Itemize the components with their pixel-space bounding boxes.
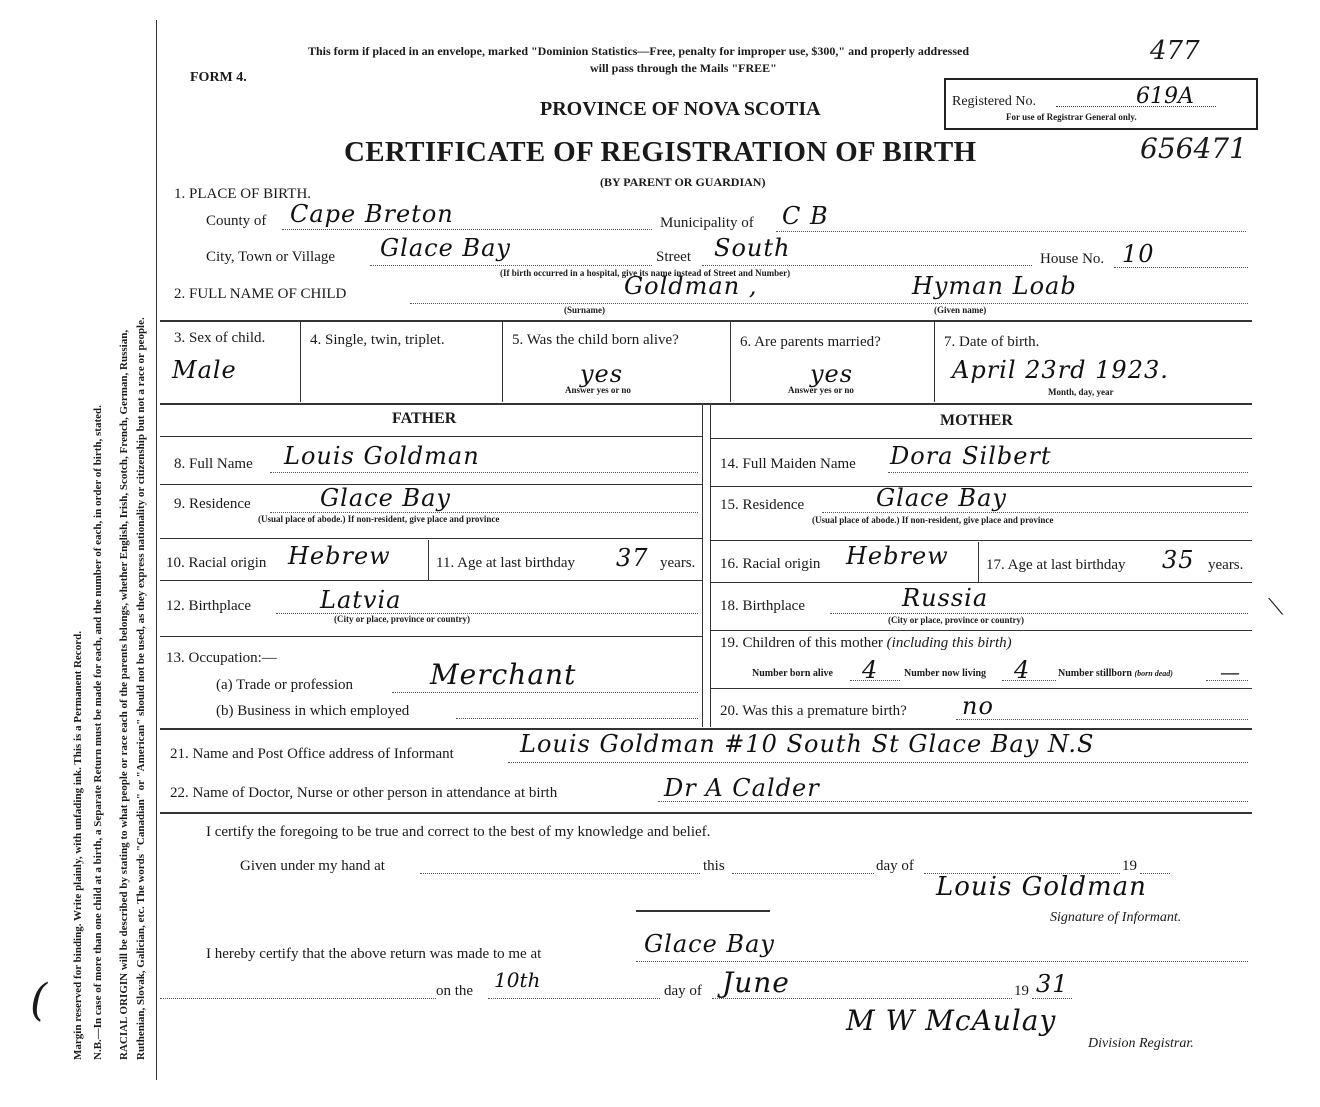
rule-father-10 [160, 580, 702, 581]
father-name-value: Louis Goldman [284, 442, 480, 470]
certificate-subtitle: (BY PARENT OR GUARDIAN) [600, 175, 766, 189]
doctor-label: 22. Name of Doctor, Nurse or other person in attendance at birth [170, 785, 558, 801]
born-alive-count-value: 4 [862, 656, 879, 684]
parents-married-note: Answer yes or no [788, 385, 854, 395]
mail-notice-line1: This form if placed in an envelope, marked "Dominion Statistics—Free, penalty for improper use, $300," and properly addressed [308, 44, 970, 58]
binding-margin-line [156, 20, 157, 1080]
parents-married-label: 6. Are parents married? [740, 334, 881, 350]
city-value: Glace Bay [380, 234, 511, 262]
informant-signature: Louis Goldman [936, 872, 1147, 902]
registrar-note: For use of Registrar General only. [1006, 112, 1137, 122]
father-residence-line [270, 512, 698, 513]
rule-mother-19 [710, 688, 1252, 689]
mother-birthplace-line [830, 613, 1248, 614]
mother-name-value: Dora Silbert [890, 442, 1052, 470]
margin-tick-mark: ⟍ [1268, 594, 1284, 619]
this-label: this [703, 858, 725, 874]
rule-father-12 [160, 636, 702, 637]
rule-father-9 [160, 538, 702, 539]
city-line [370, 265, 652, 266]
children-label-text: 19. Children of this mother [720, 635, 883, 651]
stillborn-label-text: Number stillborn [1058, 668, 1132, 679]
father-name-label: 8. Full Name [174, 456, 253, 472]
divider-5-6 [730, 322, 731, 402]
stillborn-label [1058, 668, 1173, 679]
children-label [720, 635, 1012, 652]
rule-mother-head [710, 438, 1252, 439]
province-heading: PROVINCE OF NOVA SCOTIA [540, 98, 821, 120]
margin-note-racial-origin: RACIAL ORIGIN will be described by stating to what people or race each of the parents belongs, whether English, Irish, Scotch, French, German, Russian, [118, 329, 130, 1060]
premature-value: no [962, 692, 994, 720]
born-alive-value: yes [580, 360, 624, 388]
mother-birthplace-value: Russia [902, 584, 989, 612]
municipality-line [776, 231, 1246, 232]
rule-father-head [160, 436, 702, 437]
mother-racial-label: 16. Racial origin [720, 556, 821, 572]
business-label: (b) Business in which employed [216, 703, 410, 719]
given-name-caption: (Given name) [934, 305, 987, 315]
father-abode-note: (Usual place of abode.) If non-resident, give place and province [258, 514, 500, 524]
rule-mother-18 [710, 630, 1252, 631]
mother-birthplace-label: 18. Birthplace [720, 598, 805, 614]
rule-mother-15 [710, 540, 1252, 541]
mother-age-label: 17. Age at last birthday [986, 557, 1126, 573]
father-residence-label: 9. Residence [174, 496, 251, 512]
informant-line [508, 762, 1248, 763]
stillborn-note: (born dead) [1134, 669, 1173, 678]
premature-line [956, 719, 1248, 720]
divider-10-11 [428, 540, 429, 580]
county-line [282, 229, 652, 230]
father-name-line [270, 472, 698, 473]
municipality-value: C B [782, 202, 829, 230]
mother-abode-note: (Usual place of abode.) If non-resident, give place and province [812, 515, 1054, 525]
trade-value: Merchant [430, 658, 577, 691]
parents-married-value: yes [810, 360, 854, 388]
rule-certify-top [160, 812, 1252, 814]
rule-mother-16 [710, 582, 1252, 583]
divider-16-17 [978, 542, 979, 582]
place-of-birth-label: 1. PLACE OF BIRTH. [174, 186, 312, 202]
father-age-label: 11. Age at last birthday [436, 555, 575, 571]
born-alive-count-label: Number born alive [752, 668, 833, 679]
born-alive-note: Answer yes or no [565, 385, 631, 395]
short-rule [636, 910, 770, 912]
premature-label: 20. Was this a premature birth? [720, 703, 907, 719]
signature-of-informant-label: Signature of Informant. [1050, 910, 1182, 925]
registrar-signature: M W McAulay [846, 1004, 1057, 1037]
city-label: City, Town or Village [206, 249, 336, 265]
date-of-birth-label: 7. Date of birth. [944, 334, 1040, 350]
father-birthplace-value: Latvia [320, 586, 402, 614]
mother-residence-label: 15. Residence [720, 497, 805, 513]
surname-caption: (Surname) [564, 305, 605, 315]
form-number: FORM 4. [190, 70, 247, 85]
year-prefix-2: 19 [1014, 983, 1029, 999]
father-heading: FATHER [392, 410, 457, 427]
corner-number: 477 [1150, 36, 1200, 66]
informant-value: Louis Goldman #10 South St Glace Bay N.S [520, 730, 1095, 758]
stamp-number: 656471 [1140, 132, 1247, 165]
street-line [702, 265, 1032, 266]
certify-statement: I certify the foregoing to be true and correct to the best of my knowledge and belief. [206, 824, 711, 840]
registrar-place-value: Glace Bay [644, 930, 775, 958]
hospital-note: (If birth occurred in a hospital, give its name instead of Street and Number) [500, 268, 791, 278]
business-line [456, 718, 698, 719]
single-twin-label: 4. Single, twin, triplet. [310, 332, 445, 348]
month-value: June [722, 966, 790, 999]
rule-child-top [160, 320, 1252, 322]
sex-value: Male [172, 356, 237, 384]
given-place-line [420, 873, 700, 874]
child-name-label: 2. FULL NAME OF CHILD [174, 286, 347, 302]
father-birthplace-note: (City or place, province or country) [334, 614, 470, 624]
sex-label: 3. Sex of child. [174, 330, 266, 346]
mother-age-value: 35 [1162, 546, 1195, 574]
registered-number-box [944, 78, 1258, 130]
father-racial-label: 10. Racial origin [166, 555, 267, 571]
born-alive-label: 5. Was the child born alive? [512, 332, 679, 348]
mother-residence-line [822, 512, 1248, 513]
father-mother-divider-2 [710, 405, 711, 727]
house-number-label: House No. [1040, 251, 1105, 267]
mother-name-line [888, 472, 1248, 473]
father-mother-divider [702, 405, 703, 727]
mail-notice-line2: will pass through the Mails "FREE" [590, 61, 777, 75]
year-line-2 [1032, 998, 1072, 999]
certificate-title: CERTIFICATE OF REGISTRATION OF BIRTH [344, 136, 977, 168]
now-living-value: 4 [1014, 656, 1031, 684]
this-day-line [732, 873, 874, 874]
registrar-place-line [636, 961, 1248, 962]
street-label: Street [656, 249, 691, 265]
street-value: South [714, 234, 791, 262]
informant-label: 21. Name and Post Office address of Informant [170, 746, 454, 762]
rule-parents-top [160, 403, 1252, 405]
margin-note-racial-origin-cont: Ruthenian, Slovak, Galician, etc. The words "Canadian" or "American" should not be used, as they express nationality or citizenship but not a race or people. [135, 317, 147, 1060]
mother-name-label: 14. Full Maiden Name [720, 456, 856, 472]
registered-value: 619A [1136, 84, 1194, 109]
father-birthplace-label: 12. Birthplace [166, 598, 251, 614]
divider-6-7 [934, 322, 935, 402]
day-of-label: day of [876, 858, 914, 874]
margin-note-multiple-births: N.B.—In case of more than one child at a birth, a Separate Return must be made for each, and the number of each, in order of birth, stated. [92, 405, 104, 1060]
county-value: Cape Breton [290, 200, 454, 228]
given-under-label: Given under my hand at [240, 858, 385, 874]
county-label: County of [206, 213, 267, 229]
mother-residence-value: Glace Bay [876, 484, 1007, 512]
trade-label: (a) Trade or profession [216, 677, 354, 693]
registrar-statement: I hereby certify that the above return was made to me at [206, 946, 542, 962]
mother-heading: MOTHER [940, 412, 1013, 429]
child-surname: Goldman , [624, 272, 758, 300]
mother-years: years. [1208, 557, 1244, 573]
registrar-left-line [160, 998, 436, 999]
year-value: 31 [1036, 970, 1069, 998]
registered-label: Registered No. [952, 94, 1036, 109]
divider-4-5 [502, 322, 503, 402]
on-the-line [488, 998, 660, 999]
day-of-label-2: day of [664, 983, 702, 999]
year-prefix: 19 [1122, 858, 1137, 874]
occupation-label: 13. Occupation:— [166, 650, 277, 666]
house-number-value: 10 [1122, 240, 1155, 268]
mother-birthplace-note: (City or place, province or country) [888, 615, 1024, 625]
father-age-value: 37 [616, 544, 649, 572]
child-name-line [410, 303, 1248, 304]
date-of-birth-value: April 23rd 1923. [952, 356, 1169, 384]
on-the-label: on the [436, 983, 474, 999]
mother-racial-value: Hebrew [846, 542, 949, 570]
father-racial-value: Hebrew [288, 542, 391, 570]
trade-line [392, 692, 698, 693]
doctor-value: Dr A Calder [664, 774, 820, 802]
division-registrar-label: Division Registrar. [1088, 1036, 1194, 1051]
check-mark: ( [30, 975, 48, 1026]
on-the-value: 10th [494, 968, 541, 992]
stillborn-value: — [1220, 660, 1240, 684]
father-residence-value: Glace Bay [320, 484, 451, 512]
margin-note-binding: Margin reserved for binding. Write plainly, with unfading ink. This is a Permanent Record. [72, 631, 84, 1060]
father-years: years. [660, 555, 696, 571]
children-note: (including this birth) [886, 635, 1012, 651]
now-living-label: Number now living [904, 668, 987, 679]
child-given-name: Hyman Loab [912, 272, 1077, 300]
municipality-label: Municipality of [660, 215, 754, 231]
divider-3-4 [300, 322, 301, 402]
date-of-birth-note: Month, day, year [1048, 387, 1114, 397]
